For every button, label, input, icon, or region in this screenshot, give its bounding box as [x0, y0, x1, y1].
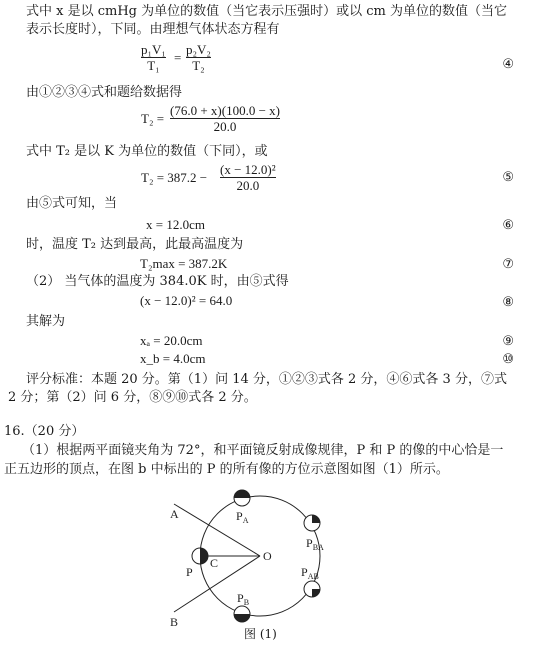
- figure-caption: 图 (1): [244, 627, 277, 641]
- question-heading: 16.（20 分）: [4, 424, 85, 439]
- paragraph-line: （2） 当气体的温度为 384.0K 时，由⑤式得: [26, 274, 289, 289]
- eq10: x_b = 4.0cm: [140, 351, 206, 366]
- eq-t2-fraction: [170, 103, 280, 134]
- label-pb: $P_B$: [237, 591, 250, 607]
- image-pa: [234, 490, 250, 506]
- label-o: O: [263, 549, 272, 563]
- eq-t2-lhs: T₂ =: [141, 111, 165, 126]
- equation-number: ⑦: [502, 257, 514, 272]
- fraction-denominator: T₁: [147, 58, 160, 73]
- paragraph-line: 其解为: [26, 314, 66, 329]
- eq6: x = 12.0cm: [146, 217, 205, 232]
- label-pa: $P_A$: [236, 509, 249, 525]
- paragraph-line: 表示长度时），下同。由理想气体状态方程有: [26, 22, 280, 37]
- paragraph-line: （1）根据两平面镜夹角为 72°，和平面镜反射成像规律，P 和 P 的像的中心恰是一: [22, 443, 504, 458]
- image-pba: [304, 515, 320, 531]
- fraction-denominator: T₂: [192, 58, 205, 73]
- equation-number: ⑨: [502, 334, 514, 349]
- equation-number: ⑩: [502, 352, 514, 367]
- equation-number: ⑥: [502, 218, 514, 233]
- mirror-figure: [160, 488, 380, 632]
- fraction-numerator: p₂V₂: [186, 42, 211, 57]
- label-pba: $P_{BA}$: [306, 536, 324, 552]
- label-c: C: [210, 556, 219, 570]
- equation-number: ⑧: [502, 295, 514, 310]
- paragraph-line: 评分标准：本题 20 分。第（1）问 14 分，①②③式各 2 分，④⑥式各 3 分，⑦式: [26, 372, 507, 387]
- eq8: (x − 12.0)² = 64.0: [140, 293, 233, 308]
- eq5-lhs: T₂ = 387.2 −: [141, 170, 208, 185]
- object-p: [192, 548, 208, 564]
- paragraph-line: 由⑤式可知，当: [26, 196, 118, 211]
- paragraph-line: 时，温度 T₂ 达到最高，此最高温度为: [26, 237, 244, 252]
- eq4-right-fraction: [186, 42, 211, 73]
- paragraph-line: 正五边形的顶点，在图 b 中标出的 P 的所有像的方位示意图如图（1）所示。: [4, 462, 449, 477]
- fraction-denominator: 20.0: [236, 178, 260, 193]
- eq9: xₐ = 20.0cm: [140, 333, 203, 348]
- equation-number: ⑤: [502, 170, 514, 185]
- equation-number: ④: [502, 57, 514, 72]
- paragraph-line: 2 分；第（2）问 6 分，⑧⑨⑩式各 2 分。: [8, 390, 257, 405]
- fraction-numerator: (76.0 + x)(100.0 − x): [170, 103, 280, 118]
- image-pab: [304, 581, 320, 597]
- label-a: A: [170, 507, 179, 521]
- fraction-numerator: p₁V₁: [141, 42, 166, 57]
- mirror-a-line: [174, 504, 260, 556]
- fraction-numerator: (x − 12.0)²: [220, 162, 276, 177]
- fraction-denominator: 20.0: [213, 119, 237, 134]
- eq7: T₂max = 387.2K: [140, 256, 228, 271]
- paragraph-line: 由①②③④式和题给数据得: [26, 85, 183, 100]
- mirror-diagram-svg: [160, 488, 380, 628]
- label-p: P: [186, 565, 193, 579]
- equals-sign: =: [174, 50, 182, 65]
- label-pab: $P_{AB}$: [301, 565, 319, 581]
- eq4-left-fraction: [141, 42, 166, 73]
- paragraph-line: 式中 x 是以 cmHg 为单位的数值（当它表示压强时）或以 cm 为单位的数值（当它: [26, 4, 508, 19]
- eq5-fraction: [220, 162, 276, 193]
- image-pb: [234, 606, 250, 622]
- paragraph-line: 式中 T₂ 是以 K 为单位的数值（下同），或: [26, 144, 268, 159]
- label-b: B: [170, 615, 179, 628]
